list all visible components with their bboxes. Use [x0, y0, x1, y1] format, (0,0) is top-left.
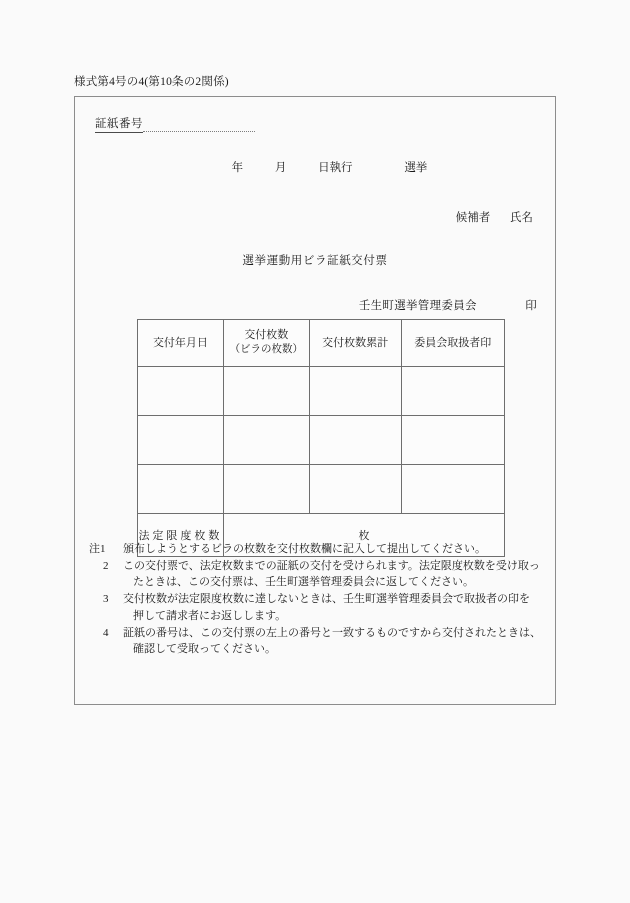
election-date-line [75, 159, 555, 175]
note-item-2 [89, 558, 541, 591]
note-line: 頒布しようとするビラの枚数を交付枚数欄に記入して提出してください。 [123, 543, 486, 555]
note-line-continued: たときは、この交付票は、壬生町選挙管理委員会に返してください。 [133, 576, 474, 589]
header-issue-count [223, 320, 309, 367]
note-marker-2: 2 [103, 559, 109, 572]
cell-cumulative-count[interactable] [309, 367, 401, 416]
table-header-row [138, 320, 505, 367]
note-item-3 [89, 591, 541, 624]
form-number-label: 様式第4号の4(第10条の2関係) [74, 76, 229, 88]
note-body-3 [123, 591, 541, 624]
legal-limit-label: 法定限度枚数 [138, 514, 224, 557]
document-title: 選挙運動用ビラ証紙交付票 [242, 255, 388, 267]
note-marker-1: 注1 [89, 543, 106, 555]
note-line: この交付票で、法定枚数までの証紙の交付を受けられます。法定限度枚数を受け取っ [123, 559, 540, 572]
cell-handler-seal[interactable] [401, 367, 505, 416]
header-issue-date: 交付年月日 [138, 320, 224, 367]
header-issue-count-main: 交付枚数 [244, 329, 289, 342]
cell-handler-seal[interactable] [401, 416, 505, 465]
election-word-label: 選挙 [404, 162, 428, 174]
cell-cumulative-count[interactable] [309, 416, 401, 465]
candidate-line [456, 209, 533, 225]
day-unit-label: 日執行 [318, 162, 353, 174]
commission-seal-label: 印 [525, 300, 537, 312]
form-sheet-frame [74, 96, 556, 705]
cell-handler-seal[interactable] [401, 465, 505, 514]
note-item-1 [89, 541, 541, 558]
table-row [138, 416, 505, 465]
candidate-role-label: 候補者 [455, 212, 491, 224]
note-line: 証紙の番号は、この交付票の左上の番号と一致するものですから交付されたときは、 [123, 626, 541, 639]
note-line: 交付枚数が法定限度枚数に達しないときは、壬生町選挙管理委員会で取扱者の印を [123, 593, 530, 606]
cell-issue-count[interactable] [223, 416, 309, 465]
cell-issue-date[interactable] [138, 465, 224, 514]
header-issue-count-sub: （ビラの枚数） [229, 344, 304, 356]
candidate-name-label: 氏名 [510, 212, 533, 224]
certificate-number-input[interactable] [143, 119, 255, 132]
month-unit-label: 月 [274, 162, 287, 174]
note-item-4 [89, 625, 541, 658]
header-cumulative-count: 交付枚数累計 [309, 320, 401, 367]
year-unit-label: 年 [231, 162, 244, 174]
note-body-2 [123, 558, 541, 591]
certificate-number-row [95, 115, 255, 133]
commission-name-label: 壬生町選挙管理委員会 [358, 300, 477, 312]
note-marker-4: 4 [103, 626, 109, 639]
cell-cumulative-count[interactable] [309, 465, 401, 514]
header-handler-seal: 委員会取扱者印 [401, 320, 505, 367]
cell-issue-count[interactable] [223, 465, 309, 514]
cell-issue-count[interactable] [223, 367, 309, 416]
legal-limit-value[interactable]: 枚 [223, 514, 504, 557]
table-row [138, 367, 505, 416]
note-line-continued: 確認して受取ってください。 [133, 643, 276, 656]
certificate-number-label: 証紙番号 [95, 115, 143, 133]
issuance-record-table [137, 319, 505, 557]
table-row [138, 465, 505, 514]
note-marker-3: 3 [103, 593, 109, 606]
commission-line [359, 297, 537, 313]
notes-section [89, 541, 541, 658]
note-body-4 [123, 625, 541, 658]
note-body-1 [123, 541, 541, 558]
cell-issue-date[interactable] [138, 367, 224, 416]
cell-issue-date[interactable] [138, 416, 224, 465]
note-line-continued: 押して請求者にお返しします。 [133, 609, 287, 622]
